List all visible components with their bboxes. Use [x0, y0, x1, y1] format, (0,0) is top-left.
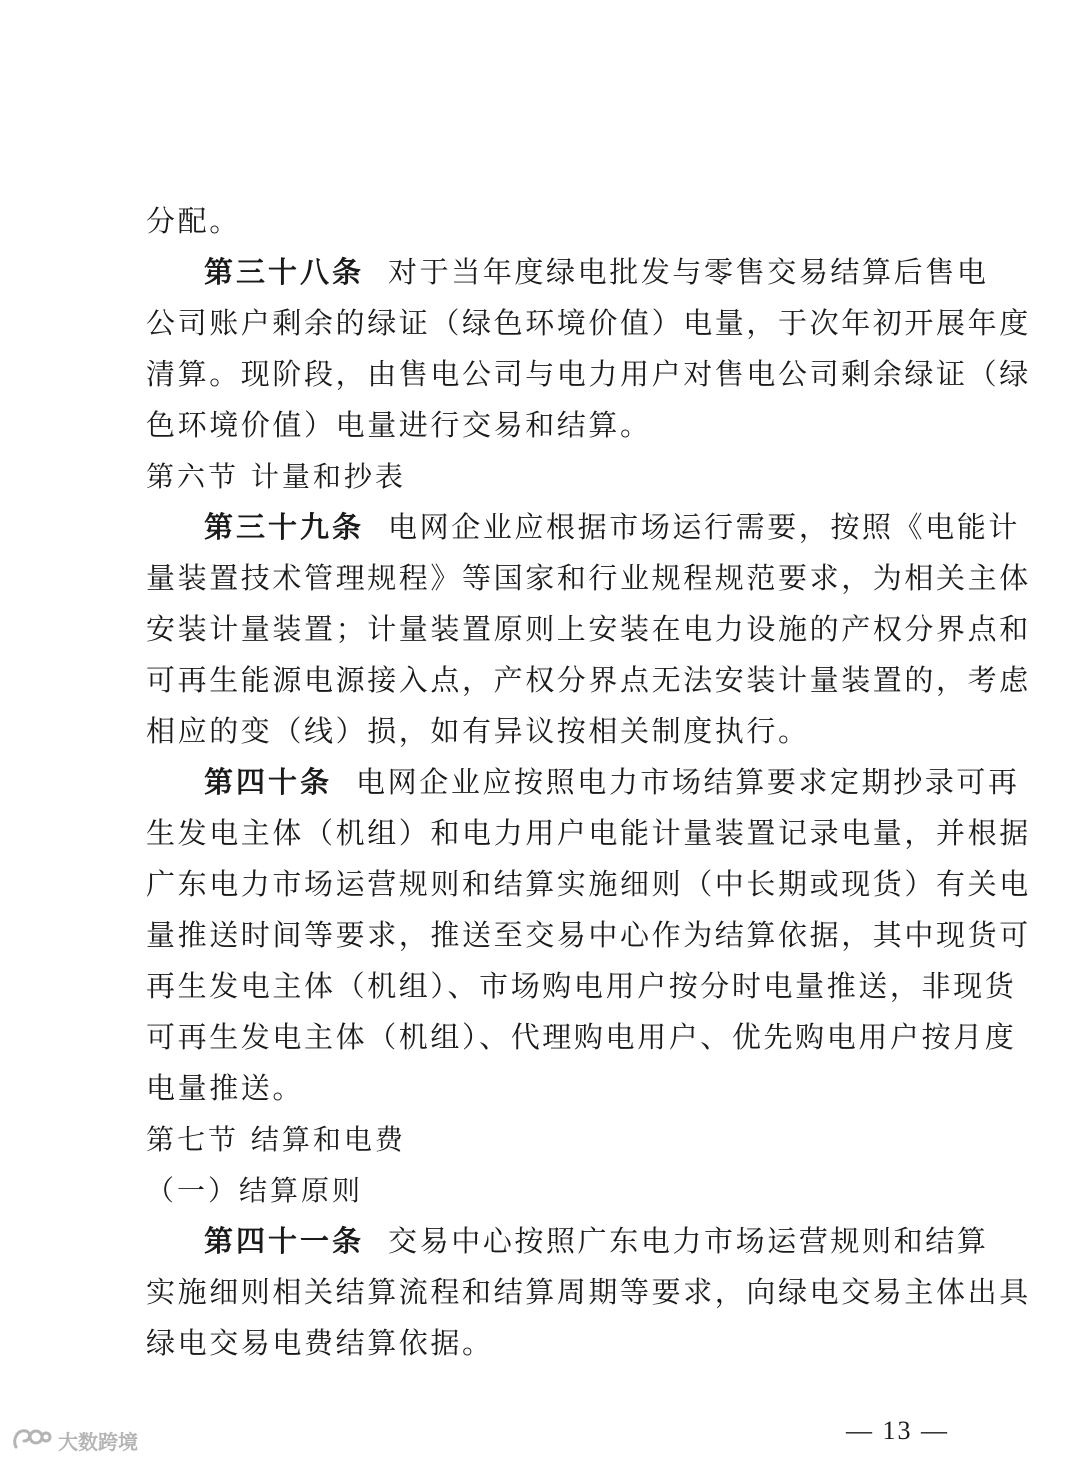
- article-38-line-1: [146, 247, 989, 298]
- article-39-line: 可再生能源电源接入点，产权分界点无法安装计量装置的，考虑: [146, 663, 1031, 697]
- article-41-line: 实施细则相关结算流程和结算周期等要求，向绿电交易主体出具: [146, 1275, 1031, 1309]
- article-40-line: 量推送时间等要求，推送至交易中心作为结算依据，其中现货可: [146, 918, 1031, 952]
- article-39-line-1: [146, 502, 1021, 553]
- article-40-first-line: 电网企业应按照电力市场结算要求定期抄录可再: [356, 765, 1020, 799]
- article-41-number: 第四十一条: [204, 1224, 365, 1258]
- article-39-line: 相应的变（线）损，如有异议按相关制度执行。: [146, 714, 810, 748]
- article-40-number: 第四十条: [204, 765, 333, 799]
- article-40-line: 再生发电主体（机组）、市场购电用户按分时电量推送，非现货: [146, 969, 1017, 1003]
- article-38-line: 色环境价值）电量进行交易和结算。: [146, 408, 652, 442]
- article-40-line: 可再生发电主体（机组）、代理购电用户、优先购电用户按月度: [146, 1020, 1017, 1054]
- article-38-first-line: 对于当年度绿电批发与零售交易结算后售电: [388, 255, 989, 289]
- article-39-line: 量装置技术管理规程》等国家和行业规程规范要求，为相关主体: [146, 561, 1031, 595]
- article-41-line: 绿电交易电费结算依据。: [146, 1326, 494, 1360]
- article-39-first-line: 电网企业应根据市场运行需要，按照《电能计: [388, 510, 1021, 544]
- article-40-line-1: [146, 757, 1020, 808]
- article-41-line-1: [146, 1216, 989, 1267]
- section-6-heading: 第六节 计量和抄表: [146, 460, 406, 493]
- subsection-1-heading: （一）结算原则: [146, 1174, 364, 1207]
- article-38-line: 公司账户剩余的绿证（绿色环境价值）电量，于次年初开展年度: [146, 306, 1031, 340]
- paragraph-fragment: 分配。: [146, 204, 241, 238]
- section-7-heading: 第七节 结算和电费: [146, 1123, 406, 1156]
- article-40-line: 广东电力市场运营规则和结算实施细则（中长期或现货）有关电: [146, 867, 1031, 901]
- watermark: [10, 1425, 138, 1455]
- article-39-line: 安装计量装置；计量装置原则上安装在电力设施的产权分界点和: [146, 612, 1031, 646]
- brand-logo-icon: [10, 1425, 52, 1455]
- article-38-number: 第三十八条: [204, 255, 365, 289]
- article-39-number: 第三十九条: [204, 510, 365, 544]
- document-body: [146, 196, 1031, 1369]
- page-number: — 13 —: [846, 1416, 949, 1445]
- watermark-text: 大数跨境: [58, 1429, 138, 1454]
- article-38-line: 清算。现阶段，由售电公司与电力用户对售电公司剩余绿证（绿: [146, 357, 1031, 391]
- article-41-first-line: 交易中心按照广东电力市场运营规则和结算: [388, 1224, 989, 1258]
- article-40-line: 电量推送。: [146, 1071, 305, 1105]
- article-40-line: 生发电主体（机组）和电力用户电能计量装置记录电量，并根据: [146, 816, 1031, 850]
